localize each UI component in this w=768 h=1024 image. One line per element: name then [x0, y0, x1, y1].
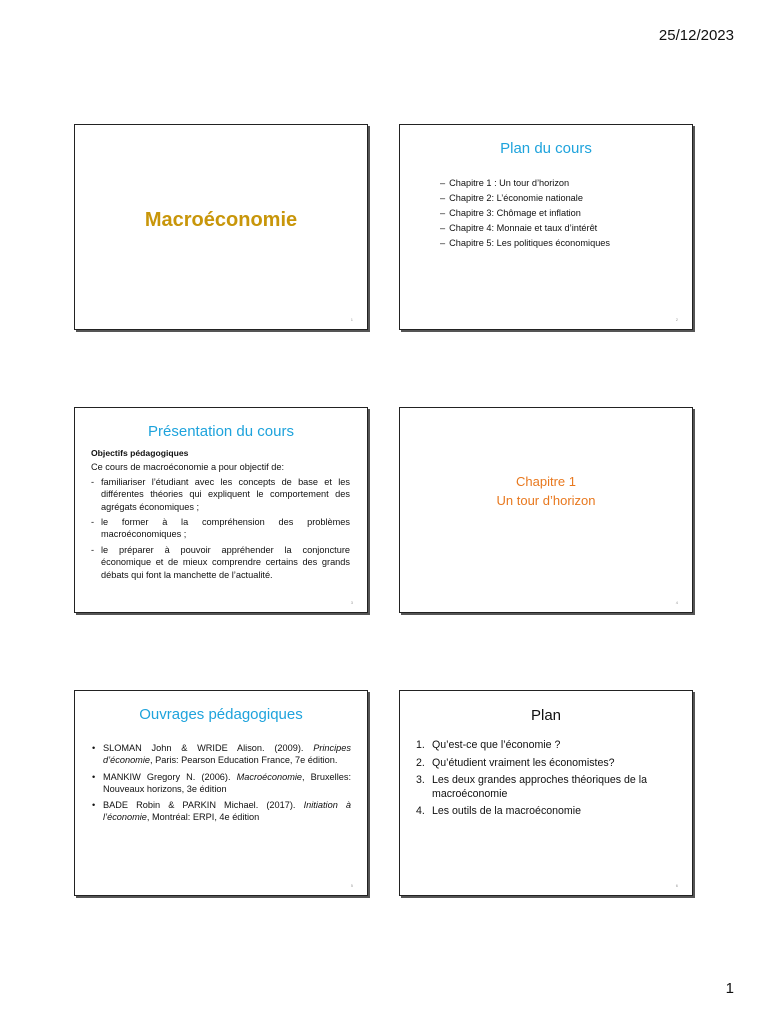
- book-publisher: , Montréal: ERPI, 4e édition: [146, 812, 260, 823]
- item-number: 2.: [416, 756, 425, 769]
- slide-chapitre-1: [399, 407, 693, 613]
- item-text: Qu’est-ce que l’économie ?: [432, 739, 561, 751]
- list-item: - le former à la compréhension des problèmes macroéconomiques ;: [91, 516, 350, 541]
- item-number: 3.: [416, 774, 425, 787]
- slide-heading: Ouvrages pédagogiques: [139, 706, 303, 723]
- plan-list: [416, 739, 680, 819]
- list-item: [416, 774, 680, 801]
- item-text: Qu’étudient vraiment les économistes?: [432, 756, 615, 769]
- page-number: 1: [725, 980, 734, 997]
- list-item: – Chapitre 1 : Un tour d’horizon: [440, 178, 692, 188]
- book-publisher: , Paris: Pearson Education France, 7e édition.: [150, 755, 338, 766]
- item-number: 1.: [416, 739, 425, 751]
- slide-plan-du-cours: [399, 124, 693, 330]
- slide-plan: [399, 690, 693, 896]
- book-title: Principes d’économie: [103, 743, 351, 766]
- slide-number: 6: [675, 883, 678, 888]
- slide-number: 1: [350, 317, 353, 322]
- list-item: [91, 771, 351, 796]
- objectives-intro: Ce cours de macroéconomie a pour objectif de:: [91, 462, 285, 473]
- slide-body: [75, 447, 367, 581]
- book-authors: BADE Robin & PARKIN Michael. (2017).: [103, 800, 304, 811]
- chapter-title: Un tour d’horizon: [496, 493, 596, 508]
- list-item: [416, 757, 680, 771]
- slide-heading: Plan du cours: [500, 140, 592, 157]
- list-item: [91, 799, 351, 824]
- slide-ouvrages: [74, 690, 368, 896]
- chapter-number: Chapitre 1: [516, 474, 576, 489]
- book-authors: SLOMAN John & WRIDE Alison. (2009).: [103, 743, 314, 753]
- slide-number: 2: [675, 317, 678, 322]
- slide-number: 3: [350, 600, 353, 605]
- chapter-heading: [400, 472, 692, 510]
- slide-number: 5: [350, 883, 353, 888]
- list-item: – Chapitre 5: Les politiques économiques: [440, 238, 692, 248]
- list-item: – Chapitre 2: L’économie nationale: [440, 193, 692, 203]
- book-title: Initiation à l’économie: [103, 800, 352, 823]
- list-item: [416, 805, 680, 819]
- list-item: - familiariser l’étudiant avec les concepts de base et les différentes théories qui expliquent le comportement des agrégats économiques ;: [91, 476, 350, 513]
- list-item: – Chapitre 3: Chômage et inflation: [440, 208, 692, 218]
- slide-title: [74, 124, 368, 330]
- chapter-list: [440, 178, 692, 248]
- book-authors: MANKIW Gregory N. (2006).: [103, 771, 237, 782]
- slide-heading: Présentation du cours: [148, 423, 294, 440]
- book-publisher: , Bruxelles: Nouveaux horizons, 3e édition: [103, 771, 352, 794]
- list-item: [91, 742, 351, 767]
- slide-main-title: Macroéconomie: [144, 209, 298, 231]
- item-text: Les outils de la macroéconomie: [432, 805, 581, 818]
- book-list: [91, 742, 351, 824]
- item-text: Les deux grandes approches théoriques de la macroéconomie: [432, 774, 647, 800]
- item-number: 4.: [416, 805, 425, 818]
- list-item: [416, 739, 680, 753]
- book-title: Macroéconomie: [236, 771, 303, 782]
- slide-number: 4: [675, 600, 678, 605]
- list-item: - le préparer à pouvoir appréhender la conjoncture économique et de mieux comprendre certains des grands débats qui font la manchette de l’actualité.: [91, 544, 350, 581]
- list-item: – Chapitre 4: Monnaie et taux d’intérêt: [440, 223, 692, 233]
- header-date: 25/12/2023: [658, 27, 734, 44]
- slide-presentation-du-cours: [74, 407, 368, 613]
- objectives-list: [91, 476, 350, 581]
- slide-heading: Plan: [530, 707, 562, 724]
- objectives-subtitle: Objectifs pédagogiques: [91, 448, 189, 458]
